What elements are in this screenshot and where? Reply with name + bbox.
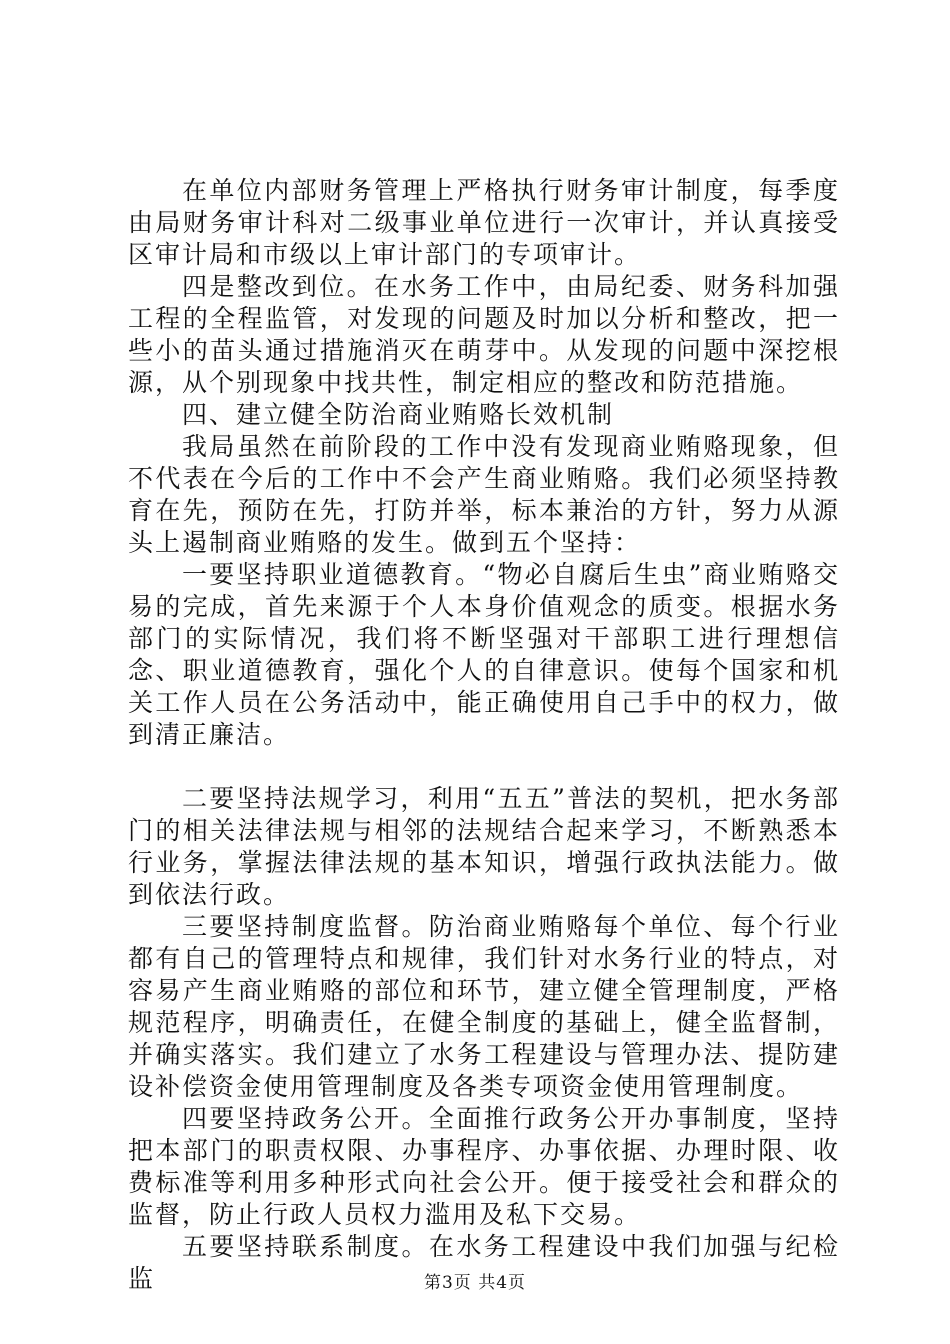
paragraph-openness: 四要坚持政务公开。全面推行政务公开办事制度，坚持把本部门的职责权限、办事程序、办事依据、办理时限、收费标准等利用多种形式向社会公开。便于接受社会和群众的监督，防止行政人员权力滥用及私下交易。 xyxy=(128,1104,840,1229)
section-heading: 四、建立健全防治商业贿赂长效机制 xyxy=(182,400,615,429)
paragraph-intro: 我局虽然在前阶段的工作中没有发现商业贿赂现象，但不代表在今后的工作中不会产生商业贿赂。我们必须坚持教育在先，预防在先，打防并举，标本兼治的方针，努力从源头上遏制商业贿赂的发生。做到五个坚持： xyxy=(128,432,840,557)
paragraph-audit: 在单位内部财务管理上严格执行财务审计制度，每季度由局财务审计科对二级事业单位进行一次审计，并认真接受区审计局和市级以上审计部门的专项审计。 xyxy=(128,176,840,269)
document-body xyxy=(128,175,840,1295)
page-number: 第3页 共4页 xyxy=(423,1273,527,1293)
paragraph-law: 二要坚持法规学习，利用“五五”普法的契机，把水务部门的相关法律法规与相邻的法规结合起来学习，不断熟悉本行业务，掌握法律法规的基本知识，增强行政执法能力。做到依法行政。 xyxy=(128,784,840,909)
paragraph-gap xyxy=(128,751,840,783)
paragraph-contact: 五要坚持联系制度。在水务工程建设中我们加强与纪检监 xyxy=(128,1232,840,1293)
paragraph-ethics: 一要坚持职业道德教育。“物必自腐后生虫”商业贿赂交易的完成，首先来源于个人本身价值观念的质变。根据水务部门的实际情况，我们将不断坚强对干部职工进行理想信念、职业道德教育，强化个人的自律意识。使每个国家和机关工作人员在公务活动中，能正确使用自己手中的权力，做到清正廉洁。 xyxy=(128,560,840,749)
paragraph-supervision: 三要坚持制度监督。防治商业贿赂每个单位、每个行业都有自己的管理特点和规律，我们针对水务行业的特点，对容易产生商业贿赂的部位和环节，建立健全管理制度，严格规范程序，明确责任，在健全制度的基础上，健全监督制，并确实落实。我们建立了水务工程建设与管理办法、提防建设补偿资金使用管理制度及各类专项资金使用管理制度。 xyxy=(128,912,840,1101)
paragraph-rectification: 四是整改到位。在水务工作中，由局纪委、财务科加强工程的全程监管，对发现的问题及时加以分析和整改，把一些小的苗头通过措施消灭在萌芽中。从发现的问题中深挖根源，从个别现象中找共性，制定相应的整改和防范措施。 xyxy=(128,272,840,397)
